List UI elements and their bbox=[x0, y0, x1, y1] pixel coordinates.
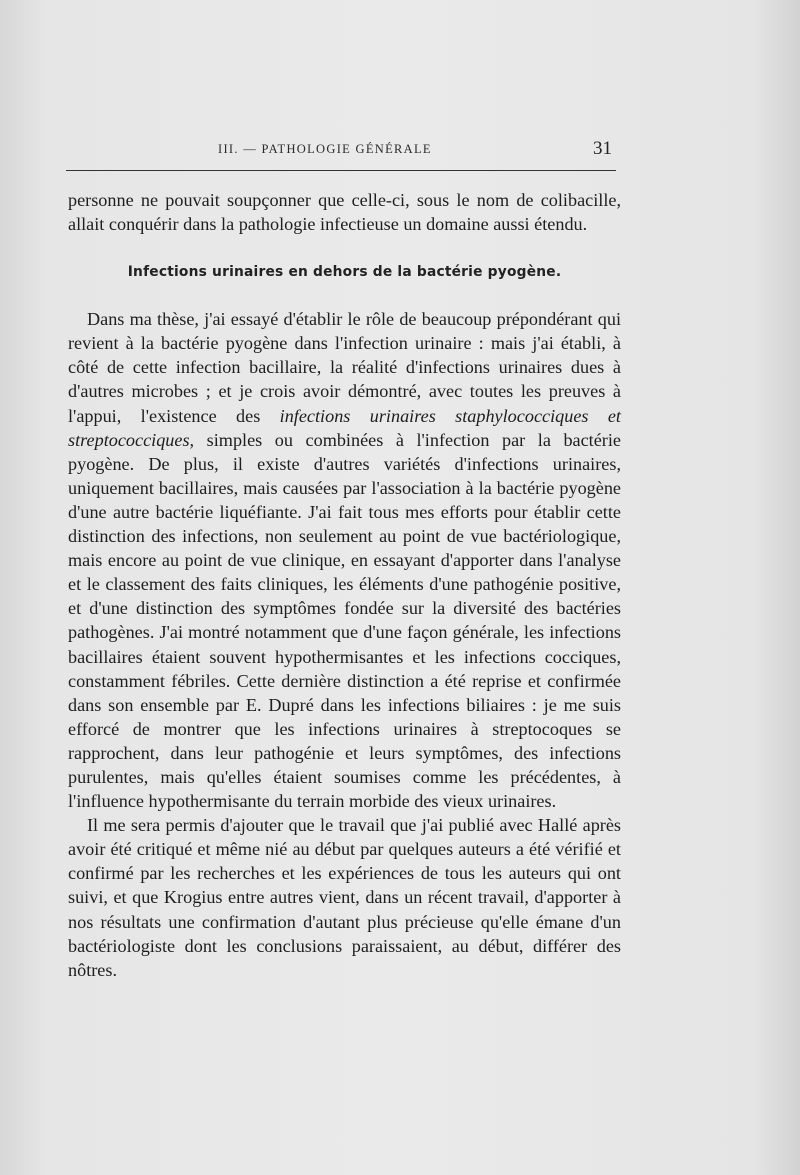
paragraph-2: Il me sera permis d'ajouter que le travail que j'ai publié avec Hallé après avoir été critiqué et même nié au début par quelques auteurs a été vérifié et confirmé par les recherches et les expériences de tous les auteurs qui ont suivi, et que Krogius entre autres vient, dans un récent travail, d'apporter à nos résultats une confirmation d'autant plus précieuse qu'elle émane d'un bactériologiste dont les conclusions paraissaient, au début, différer des nôtres. bbox=[68, 815, 621, 980]
paragraph-1-end: simples ou combinées à l'infection par la bactérie pyogène. De plus, il existe d'autres variétés d'infections urinaires, uniquement bacillaires, mais causées par l'association à la bactérie pyogène d'une autre bactérie liquéfiante. J'ai fait tous mes efforts pour établir cette distinction des infections, non seulement au point de vue bactériologique, mais encore au point de vue clinique, en essayant d'apporter dans l'analyse et le classement des faits cliniques, les éléments d'une pathogénie positive, et d'une distinction des symptômes fondée sur la diversité des bactéries pathogènes. J'ai montré notamment que d'une façon générale, les infections bacillaires étaient souvent hypothermisantes et les infections cocciques, constamment fébriles. Cette dernière distinction a été reprise et confirmée dans son ensemble par E. Dupré dans les infections biliaires : je me suis efforcé de montrer que les infections urinaires à streptocoques se rapprochent, dans leur pathogénie et leurs symptômes, des infections purulentes, mais qu'elles étaient soumises comme les précédentes, à l'influence hypothermisante du terrain morbide des vieux urinaires. bbox=[68, 429, 621, 812]
paragraph-1 bbox=[68, 307, 621, 813]
body-text bbox=[68, 188, 621, 982]
header-rule bbox=[66, 170, 616, 171]
page-header bbox=[66, 138, 624, 162]
running-head: III. — PATHOLOGIE GÉNÉRALE bbox=[218, 142, 432, 156]
paragraph-1-start: Dans ma thèse, j'ai essayé d'établir le rôle de beaucoup prépondérant qui revient à la bactérie pyogène dans l'infection urinaire : mais j'ai établi, à côté de cette infection bacillaire, la réalité d'infections urinaires dues à d'autres microbes ; et je crois avoir démontré, avec toutes les preuves à l'appui, l'existence des bbox=[68, 309, 621, 426]
page-number: 31 bbox=[593, 138, 612, 159]
section-heading: Infections urinaires en dehors de la bactérie pyogène. bbox=[127, 264, 562, 281]
paragraph-1-italic: infections urinaires staphylococciques et streptococciques, bbox=[68, 405, 621, 450]
opening-paragraph: personne ne pouvait soupçonner que celle-ci, sous le nom de colibacille, allait conquérir dans la pathologie infectieuse un domaine aussi étendu. bbox=[68, 190, 621, 235]
